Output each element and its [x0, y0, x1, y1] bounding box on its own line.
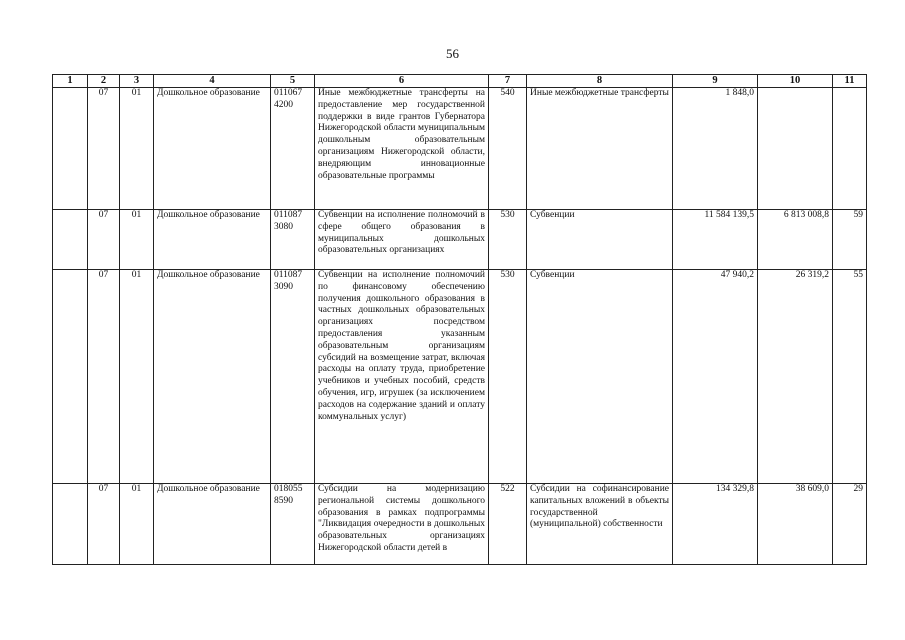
cell-amount-col9: 11 584 139,5 — [673, 210, 758, 270]
table-row — [53, 88, 867, 210]
cell-row-number — [53, 88, 88, 210]
cell-amount-col9: 47 940,2 — [673, 270, 758, 484]
cell-section: 07 — [88, 484, 120, 565]
cell-percent: 29 — [833, 484, 867, 565]
cell-subsection: 01 — [120, 210, 154, 270]
cell-target-name: Субвенции на исполнение полномочий в сфере общего образования в муниципальных дошкольных образовательных организациях — [315, 210, 489, 270]
column-header: 2 — [88, 75, 120, 88]
table-row — [53, 484, 867, 565]
cell-target-name: Субвенции на исполнение полномочий по финансовому обеспечению получения дошкольного образования в частных дошкольных образовательных организациях посредством предоставления указанным образовательным организациям субсидий на возмещение затрат, включая расходы на оплату труда, приобретение учебников и учебных пособий, средств обучения, игр, игрушек (за исключением расходов на содержание зданий и оплату коммунальных услуг) — [315, 270, 489, 484]
table-row — [53, 210, 867, 270]
cell-row-number — [53, 484, 88, 565]
table-header-row — [53, 75, 867, 88]
cell-expense-type-name: Иные межбюджетные трансферты — [527, 88, 673, 210]
budget-table — [52, 74, 867, 565]
cell-amount-col10 — [758, 88, 833, 210]
column-header: 11 — [833, 75, 867, 88]
cell-section: 07 — [88, 270, 120, 484]
cell-section-name: Дошкольное образование — [154, 88, 271, 210]
cell-percent — [833, 88, 867, 210]
column-header: 9 — [673, 75, 758, 88]
column-header: 4 — [154, 75, 271, 88]
table-row — [53, 270, 867, 484]
column-header: 5 — [271, 75, 315, 88]
column-header: 7 — [489, 75, 527, 88]
cell-section-name: Дошкольное образование — [154, 270, 271, 484]
cell-target-name: Иные межбюджетные трансферты на предоставление мер государственной поддержки в виде грантов Губернатора Нижегородской области муниципальным дошкольным образовательным организациям Нижегородской области, внедряющим инновационные образовательные программы — [315, 88, 489, 210]
cell-expense-type-name: Субвенции — [527, 210, 673, 270]
cell-target-code: 018055 8590 — [271, 484, 315, 565]
cell-expense-type: 522 — [489, 484, 527, 565]
cell-amount-col10: 38 609,0 — [758, 484, 833, 565]
column-header: 1 — [53, 75, 88, 88]
column-header: 8 — [527, 75, 673, 88]
cell-expense-type: 530 — [489, 270, 527, 484]
cell-expense-type: 540 — [489, 88, 527, 210]
column-header: 6 — [315, 75, 489, 88]
column-header: 3 — [120, 75, 154, 88]
cell-amount-col10: 6 813 008,8 — [758, 210, 833, 270]
cell-target-name — [315, 484, 489, 565]
cell-subsection: 01 — [120, 88, 154, 210]
cell-target-code: 011067 4200 — [271, 88, 315, 210]
cell-percent: 59 — [833, 210, 867, 270]
cell-target-code: 011087 3090 — [271, 270, 315, 484]
cell-target-code: 011087 3080 — [271, 210, 315, 270]
cell-expense-type-name: Субсидии на софинансирование капитальных вложений в объекты государственной (муниципальной) собственности — [527, 484, 673, 565]
cell-row-number — [53, 210, 88, 270]
cell-amount-col10: 26 319,2 — [758, 270, 833, 484]
cell-target-name-text: Субсидии на модернизацию региональной системы дошкольного образования в рамках подпрограммы "Ликвидация очередности в дошкольных образовательных организациях Нижегородской области детей в — [318, 484, 485, 553]
cell-section: 07 — [88, 210, 120, 270]
cell-amount-col9: 1 848,0 — [673, 88, 758, 210]
cell-subsection: 01 — [120, 484, 154, 565]
cell-section-name: Дошкольное образование — [154, 210, 271, 270]
column-header: 10 — [758, 75, 833, 88]
cell-amount-col9: 134 329,8 — [673, 484, 758, 565]
cell-expense-type: 530 — [489, 210, 527, 270]
cell-expense-type-name: Субвенции — [527, 270, 673, 484]
cell-subsection: 01 — [120, 270, 154, 484]
cell-section-name: Дошкольное образование — [154, 484, 271, 565]
page-number: 56 — [446, 46, 459, 61]
cell-row-number — [53, 270, 88, 484]
cell-section: 07 — [88, 88, 120, 210]
cell-percent: 55 — [833, 270, 867, 484]
